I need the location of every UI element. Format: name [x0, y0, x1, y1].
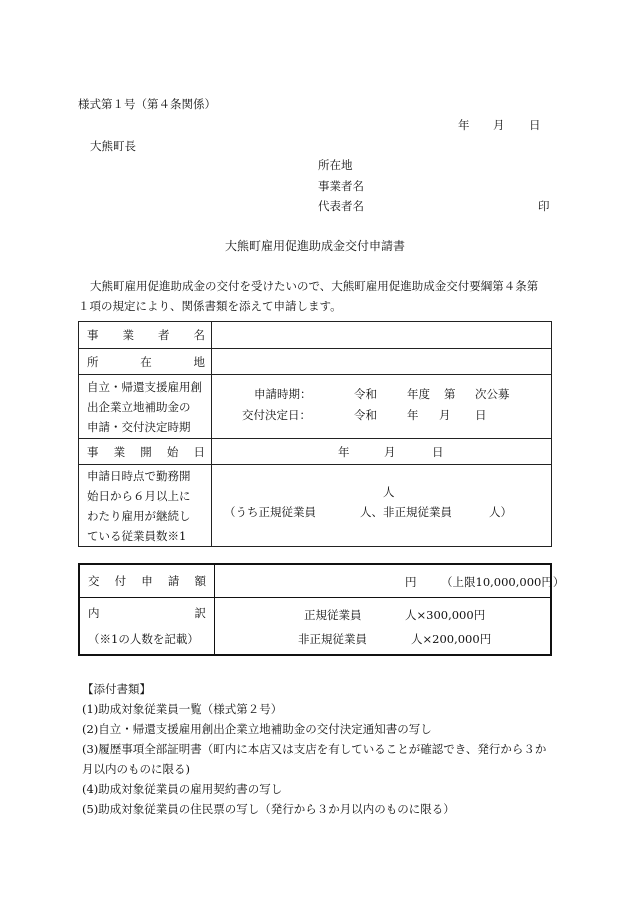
label-line: 自立・帰還支援雇用創 — [87, 379, 202, 394]
attachment-item: (3)履歴事項全部証明書（町内に本店又は支店を有していることが確認でき、発行から３か — [82, 742, 547, 756]
nonregular-breakdown-label: 人、非正規従業員 — [360, 504, 452, 519]
seal-mark: 印 — [538, 199, 550, 213]
attachment-item-continued: 月以内のものに限る) — [82, 762, 190, 776]
row-subsidy-timing — [79, 375, 552, 439]
date-month: 月 — [493, 118, 505, 132]
breakdown-header — [79, 597, 215, 655]
nonregular-employee-label: 非正規従業員 — [298, 631, 367, 646]
year-label: 年 — [407, 407, 419, 422]
row-business-name — [79, 322, 552, 349]
amount-table — [78, 563, 565, 656]
row-start-date — [79, 439, 552, 465]
breakdown-cell[interactable] — [215, 597, 552, 655]
requested-amount-header — [79, 564, 215, 597]
label-char: 申 — [141, 573, 153, 588]
business-name-label: 事業者名 — [318, 179, 364, 193]
month-label: 月 — [384, 444, 396, 459]
address-label: 所在地 — [318, 158, 353, 172]
employee-count-cell[interactable] — [212, 465, 552, 547]
application-table — [78, 321, 552, 547]
recipient: 大熊町長 — [90, 139, 136, 153]
round-label: 次公募 — [475, 386, 510, 401]
intro-line-2: １項の規定により、関係書類を添えて申請します。 — [78, 299, 342, 313]
date-year: 年 — [458, 118, 470, 132]
era-label: 令和 — [354, 386, 377, 401]
regular-rate: 人×300,000円 — [405, 607, 486, 622]
day-label: 日 — [475, 407, 487, 422]
day-label: 日 — [432, 444, 444, 459]
amount-limit: （上限10,000,000円） — [441, 574, 565, 589]
breakdown-note: （※1の人数を記載） — [88, 631, 199, 646]
breakdown-close: 人） — [489, 504, 512, 519]
label-char: 名 — [193, 328, 205, 342]
start-date-header — [79, 439, 212, 465]
business-name-header — [79, 322, 212, 349]
label-line: ている従業員数※1 — [87, 528, 187, 543]
nonregular-rate: 人×200,000円 — [411, 631, 492, 646]
address-header — [79, 349, 212, 375]
row-address — [79, 349, 552, 375]
subsidy-timing-cell[interactable] — [212, 375, 552, 439]
attachment-item: (2)自立・帰還支援雇用創出企業立地補助金の交付決定通知書の写し — [82, 722, 432, 736]
label-char: 額 — [194, 573, 206, 588]
label-char: 事 — [87, 328, 99, 342]
yen-unit: 円 — [405, 574, 417, 589]
representative-label: 代表者名 — [318, 199, 364, 213]
document-title: 大熊町雇用促進助成金交付申請書 — [224, 239, 405, 253]
regular-breakdown-label: （うち正規従業員 — [224, 504, 316, 519]
label-char: 在 — [140, 354, 152, 369]
label-char: 者 — [158, 328, 170, 342]
label-line: 出企業立地補助金の — [87, 399, 191, 414]
label-char: 日 — [193, 444, 205, 459]
month-label: 月 — [439, 407, 451, 422]
label-char: 内 — [88, 605, 100, 620]
label-char: 始 — [166, 444, 179, 459]
address-cell[interactable] — [212, 349, 552, 375]
label-char: 付 — [114, 573, 127, 588]
label-line: 申請日時点で勤務開 — [87, 468, 191, 483]
row-employee-count — [79, 465, 552, 547]
start-date-cell[interactable] — [212, 439, 552, 465]
label-char: 地 — [193, 354, 205, 369]
label-char: 開 — [140, 444, 152, 459]
label-char: 訳 — [194, 605, 206, 620]
attachment-item: (5)助成対象従業員の住民票の写し（発行から３か月以内のものに限る） — [82, 802, 455, 816]
attachments-heading: 【添付書類】 — [82, 682, 151, 696]
ordinal-label: 第 — [444, 386, 456, 401]
label-char: 業 — [122, 328, 134, 342]
total-unit: 人 — [383, 484, 395, 499]
regular-employee-label: 正規従業員 — [304, 607, 362, 622]
label-char: 事 — [87, 444, 99, 459]
label-char: 所 — [87, 354, 99, 369]
label-char: 請 — [167, 573, 180, 588]
row-requested-amount — [79, 564, 551, 597]
attachment-item: (4)助成対象従業員の雇用契約書の写し — [82, 782, 283, 796]
application-period-label: 申請時期： — [254, 386, 312, 401]
subsidy-timing-header — [79, 375, 212, 439]
label-char: 交 — [88, 573, 100, 588]
requested-amount-cell[interactable] — [215, 564, 565, 597]
business-name-cell[interactable] — [212, 322, 552, 349]
row-breakdown — [79, 597, 551, 655]
intro-line-1: 大熊町雇用促進助成金の交付を受けたいので、大熊町雇用促進助成金交付要綱第４条第 — [90, 279, 539, 293]
date-day: 日 — [529, 118, 541, 132]
form-number: 様式第１号（第４条関係） — [78, 97, 216, 111]
year-label: 年 — [338, 444, 350, 459]
attachment-item: (1)助成対象従業員一覧（様式第２号） — [82, 702, 283, 716]
fiscal-year-label: 年度 — [407, 386, 430, 401]
label-char: 業 — [113, 444, 126, 459]
label-line: 始日から６月以上に — [87, 488, 191, 503]
label-line: 申請・交付決定時期 — [87, 419, 191, 434]
label-line: わたり雇用が継続し — [87, 508, 191, 523]
decision-date-label: 交付決定日： — [242, 407, 311, 422]
employee-count-header — [79, 465, 212, 547]
era-label: 令和 — [354, 407, 377, 422]
